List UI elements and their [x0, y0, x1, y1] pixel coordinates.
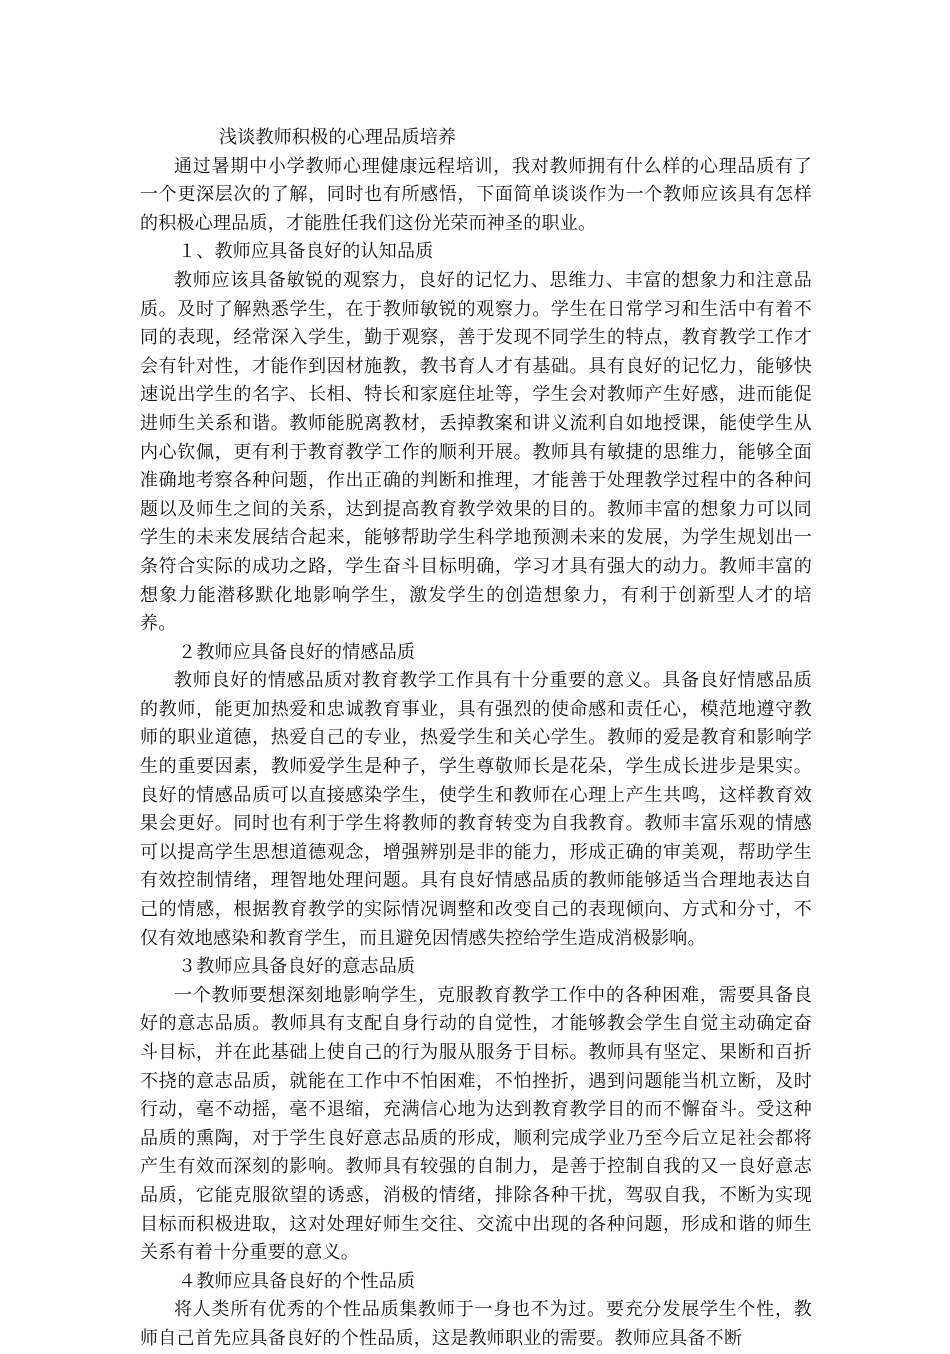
section-heading-personality: ４教师应具备良好的个性品质: [178, 1270, 416, 1292]
section-body-personality: 将人类所有优秀的个性品质集教师于一身也不为过。要充分发展学生个性，教师自己首先应具备良好的个性品质，这是教师职业的需要。教师应具备不断: [140, 1299, 812, 1349]
section-body-will: 一个教师要想深刻地影响学生，克服教育教学工作中的各种困难，需要具备良好的意志品质。教师具有支配自身行动的自觉性，才能够教会学生自觉主动确定奋斗目标，并在此基础上使自己的行为服从服务于目标。教师具有坚定、果断和百折不挠的意志品质，就能在工作中不怕困难，不怕挫折，遇到问题能当机立断，及时行动，毫不动摇，毫不退缩，充满信心地为达到教育教学目的而不懈奋斗。受这种品质的熏陶，对于学生良好意志品质的形成，顺利完成学业乃至今后立足社会都将产生有效而深刻的影响。教师具有较强的自制力，是善于控制自我的又一良好意志品质，它能克服欲望的诱惑，消极的情绪，排除各种干扰，驾驭自我，不断为实现目标而积极进取，这对处理好师生交往、交流中出现的各种问题，形成和谐的师生关系有着十分重要的意义。: [140, 984, 812, 1264]
section-heading-cognitive: １、教师应具备良好的认知品质: [178, 241, 434, 263]
section-body-cognitive: 教师应该具备敏锐的观察力，良好的记忆力、思维力、丰富的想象力和注意品质。及时了解熟悉学生，在于教师敏锐的观察力。学生在日常学习和生活中有着不同的表现，经常深入学生，勤于观察，善于发现不同学生的特点，教育教学工作才会有针对性，才能作到因材施教，教书育人才有基础。具有良好的记忆力，能够快速说出学生的名字、长相、特长和家庭住址等，学生会对教师产生好感，进而能促进师生关系和谐。教师能脱离教材，丢掉教案和讲义流利自如地授课，能使学生从内心钦佩，更有利于教育教学工作的顺利开展。教师具有敏捷的思维力，能够全面准确地考察各种问题，作出正确的判断和推理，才能善于处理教学过程中的各种问题以及师生之间的关系，达到提高教育教学效果的目的。教师丰富的想象力可以同学生的未来发展结合起来，能够帮助学生科学地预测未来的发展，为学生规划出一条符合实际的成功之路，学生奋斗目标明确，学习才具有强大的动力。教师丰富的想象力能潜移默化地影响学生，激发学生的创造想象力，有利于创新型人才的培养。: [140, 269, 812, 635]
intro-paragraph: 通过暑期中小学教师心理健康远程培训，我对教师拥有什么样的心理品质有了一个更深层次的了解，同时也有所感悟，下面简单谈谈作为一个教师应该具有怎样的积极心理品质，才能胜任我们这份光荣而神圣的职业。: [140, 155, 812, 234]
section-heading-will: ３教师应具备良好的意志品质: [178, 956, 416, 978]
section-heading-emotional: ２教师应具备良好的情感品质: [178, 641, 416, 663]
section-body-emotional: 教师良好的情感品质对教育教学工作具有十分重要的意义。具备良好情感品质的教师，能更加热爱和忠诚教育事业，具有强烈的使命感和责任心，模范地遵守教师的职业道德，热爱自己的专业，热爱学生和关心学生。教师的爱是教育和影响学生的重要因素，教师爱学生是种子，学生尊敬师长是花朵，学生成长进步是果实。良好的情感品质可以直接感染学生，使学生和教师在心理上产生共鸣，这样教育效果会更好。同时也有利于学生将教师的教育转变为自我教育。教师丰富乐观的情感可以提高学生思想道德观念，增强辨别是非的能力，形成正确的审美观，帮助学生有效控制情绪，理智地处理问题。具有良好情感品质的教师能够适当合理地表达自己的情感，根据教育教学的实际情况调整和改变自己的表现倾向、方式和分寸，不仅有效地感染和教育学生，而且避免因情感失控给学生造成消极影响。: [140, 670, 812, 949]
document-body: [140, 124, 812, 1354]
document-title: 浅谈教师积极的心理品质培养: [219, 127, 457, 148]
